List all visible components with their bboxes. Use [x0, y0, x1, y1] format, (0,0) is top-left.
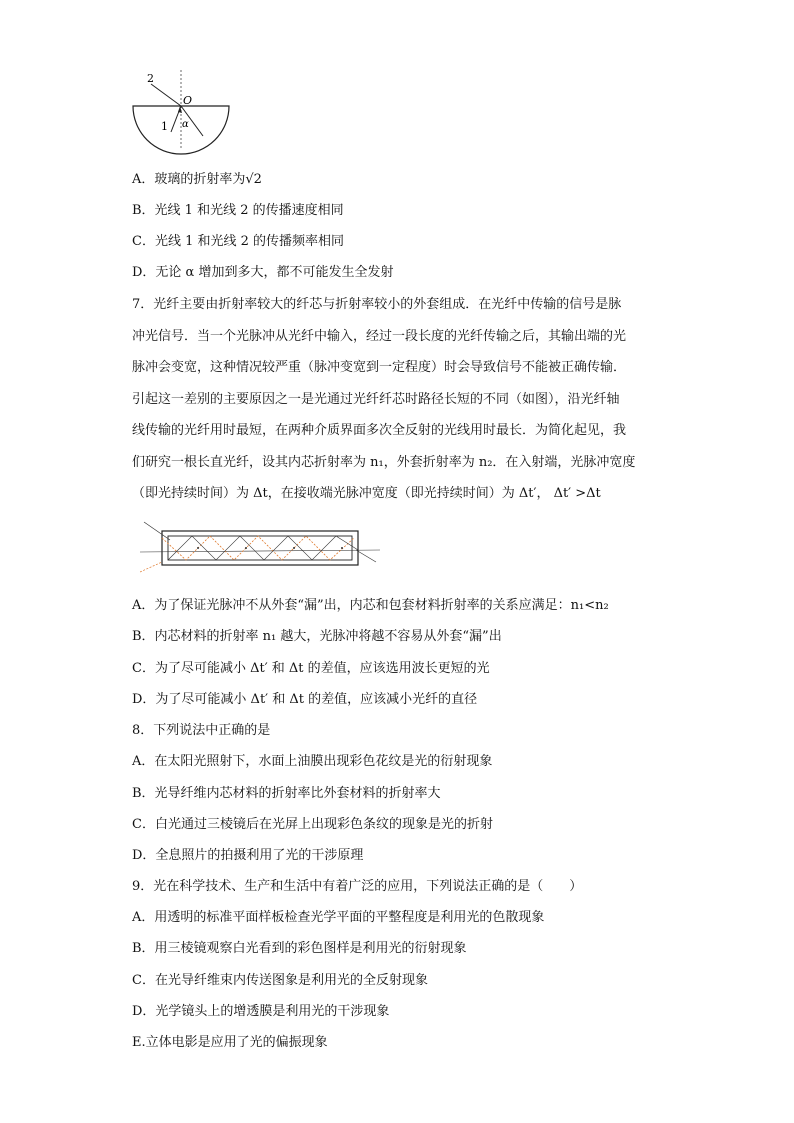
q9-option-b: B．用三棱镜观察白光看到的彩色图样是利用光的衍射现象 — [132, 941, 467, 956]
q7-option-c: C．为了尽可能减小 Δt′ 和 Δt 的差值，应该选用波长更短的光 — [132, 661, 490, 676]
q7-stem-line: 脉冲会变宽，这种情况较严重（脉冲变宽到一定程度）时会导致信号不能被正确传输． — [132, 360, 627, 375]
q6-option-a — [132, 172, 262, 188]
q9-option-c: C．在光导纤维束内传送图象是利用光的全反射现象 — [132, 973, 428, 988]
sqrt2-math: √2 — [245, 172, 262, 187]
zigzag-ray-orange — [162, 536, 354, 560]
optical-fiber-figure — [140, 520, 380, 576]
label-origin: O — [183, 94, 193, 107]
q9-option-e: E.立体电影是应用了光的偏振现象 — [132, 1035, 328, 1050]
q6-option-b: B．光线 1 和光线 2 的传播速度相同 — [132, 203, 344, 218]
q7-option-a: A．为了保证光脉冲不从外套“漏”出，内芯和包套材料折射率的关系应满足：n₁<n₂ — [132, 598, 609, 613]
q9-option-a: A．用透明的标准平面样板检查光学平面的平整程度是利用光的色散现象 — [132, 910, 545, 925]
q7-stem-line: 们研究一根长直光纤，设其内芯折射率为 n₁，外套折射率为 n₂．在入射端，光脉冲宽度 — [132, 455, 636, 470]
q7-stem-line: （即光持续时间）为 Δt，在接收端光脉冲宽度（即光持续时间）为 Δt′， Δt′ >Δt — [132, 486, 601, 501]
label-ray-1: 1 — [161, 120, 168, 133]
q8-option-b: B．光导纤维内芯材料的折射率比外套材料的折射率大 — [132, 786, 441, 801]
q7-stem-line: 7．光纤主要由折射率较大的纤芯与折射率较小的外套组成．在光纤中传输的信号是脉 — [132, 297, 622, 312]
semicircle-refraction-figure — [125, 66, 235, 156]
q8-option-d: D．全息照片的拍摄利用了光的干涉原理 — [132, 848, 364, 863]
ray-2 — [151, 84, 181, 106]
q9-stem: 9．光在科学技术、生产和生活中有着广泛的应用，下列说法正确的是（ ） — [132, 879, 583, 894]
zigzag-ray-dark — [168, 536, 358, 560]
q9-option-d: D．光学镜头上的增透膜是利用光的干涉现象 — [132, 1004, 390, 1019]
q8-stem: 8．下列说法中正确的是 — [132, 723, 271, 738]
q6-option-d: D．无论 α 增加到多大，都不可能发生全发射 — [132, 265, 394, 280]
q7-stem-line: 冲光信号．当一个光脉冲从光纤中输入，经过一段长度的光纤传输之后，其输出端的光 — [132, 329, 627, 344]
q8-option-a: A．在太阳光照射下，水面上油膜出现彩色花纹是光的衍射现象 — [132, 754, 493, 769]
q8-option-c: C．白光通过三棱镜后在光屏上出现彩色条纹的现象是光的折射 — [132, 817, 493, 832]
q7-stem-line: 引起这一差别的主要原因之一是光通过光纤纤芯时路径长短的不同（如图），沿光纤轴 — [132, 392, 620, 407]
q7-option-b: B．内芯材料的折射率 n₁ 越大，光脉冲将越不容易从外套“漏”出 — [132, 629, 502, 644]
q7-stem-line: 线传输的光纤用时最短，在两种介质界面多次全反射的光线用时最长．为简化起见，我 — [132, 423, 627, 438]
q7-option-d: D．为了尽可能减小 Δt′ 和 Δt 的差值，应该减小光纤的直径 — [132, 692, 478, 707]
label-ray-2: 2 — [147, 72, 154, 85]
q6-option-a-text: A．玻璃的折射率为 — [132, 172, 246, 187]
label-angle: α — [182, 119, 189, 130]
q6-option-c: C．光线 1 和光线 2 的传播频率相同 — [132, 234, 345, 249]
